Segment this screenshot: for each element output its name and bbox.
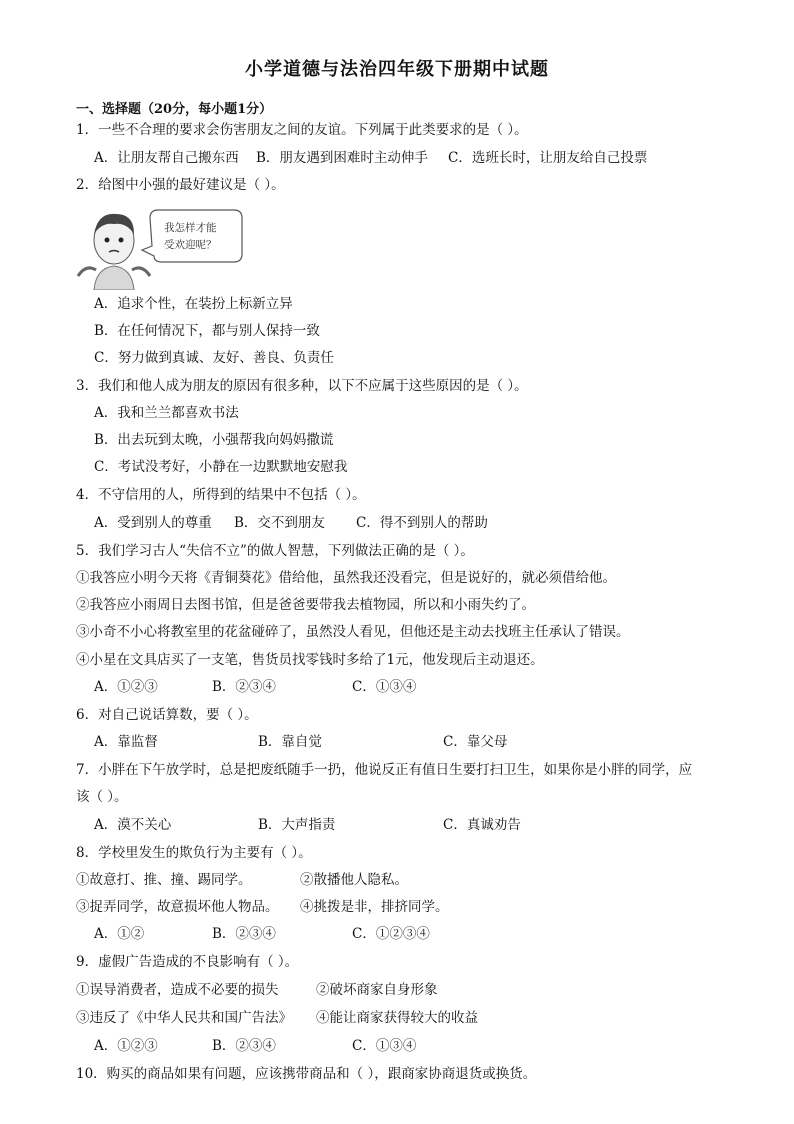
question-9-stem: 9．虚假广告造成的不良影响有（ ）。: [76, 954, 299, 970]
question-10-stem: 10．购买的商品如果有问题，应该携带商品和（ ），跟商家协商退货或换货。: [76, 1066, 537, 1082]
student-figure: [72, 206, 252, 290]
question-5-item-4: ④小星在文具店买了一支笔，售货员找零钱时多给了1元，他发现后主动退还。: [76, 652, 544, 668]
question-2-option-b: B．在任何情况下，都与别人保持一致: [94, 323, 320, 339]
section-heading: 一、选择题（20分，每小题1分）: [76, 102, 273, 117]
option-c: C．真诚劝告: [443, 817, 521, 833]
question-8-stem: 8．学校里发生的欺负行为主要有（ ）。: [76, 845, 312, 861]
option-a: A．①②: [94, 926, 145, 942]
question-6-stem: 6．对自己说话算数，要（ ）。: [76, 707, 258, 723]
question-8-items-row-1: [76, 870, 408, 890]
option-b: B．②③④: [212, 679, 276, 695]
option-c: C．①③④: [352, 679, 417, 695]
bubble-line-2: 受欢迎呢？: [164, 239, 217, 251]
option-b: B．朋友遇到困难时主动伸手: [256, 150, 428, 166]
question-3-option-c: C．考试没考好，小静在一边默默地安慰我: [94, 459, 348, 475]
option-c: C．选班长时，让朋友给自己投票: [448, 150, 648, 166]
question-3-option-a: A．我和兰兰都喜欢书法: [94, 405, 239, 421]
question-5-options: [94, 677, 416, 697]
question-3-option-b: B．出去玩到太晚，小强帮我向妈妈撒谎: [94, 432, 334, 448]
option-b: B．靠自觉: [258, 734, 322, 750]
option-a: A．①②③: [94, 1038, 158, 1054]
option-c: C．靠父母: [443, 734, 508, 750]
question-9-item-3: ③违反了《中华人民共和国广告法》: [76, 1010, 292, 1026]
question-7-options: [94, 815, 521, 835]
question-8-options: [94, 924, 430, 944]
question-7-stem-line-1: 7．小胖在下午放学时，总是把废纸随手一扔，他说反正有值日生要打扫卫生，如果你是小胖的同学，应: [76, 762, 693, 778]
question-9-item-2: ②破坏商家自身形象: [316, 982, 438, 998]
question-8-items-row-2: [76, 897, 449, 917]
option-c: C．①③④: [352, 1038, 417, 1054]
question-2-option-c: C．努力做到真诚、友好、善良、负责任: [94, 350, 334, 366]
question-9-items-row-2: [76, 1008, 478, 1028]
question-5-item-2: ②我答应小雨周日去图书馆，但是爸爸要带我去植物园，所以和小雨失约了。: [76, 597, 535, 613]
question-7-stem-line-2: 该（ ）。: [76, 789, 128, 805]
option-c: C．①②③④: [352, 926, 430, 942]
question-1-stem: 1．一些不合理的要求会伤害朋友之间的友谊。下列属于此类要求的是（ ）。: [76, 122, 528, 138]
option-a: A．让朋友帮自己搬东西: [94, 150, 239, 166]
question-8-item-4: ④挑拨是非，排挤同学。: [300, 899, 449, 915]
question-9-options: [94, 1036, 416, 1056]
option-a: A．①②③: [94, 679, 158, 695]
question-5-stem: 5．我们学习古人“失信不立”的做人智慧，下列做法正确的是（ ）。: [76, 543, 474, 559]
option-b: B．大声指责: [258, 817, 336, 833]
question-9-item-1: ①误导消费者，造成不必要的损失: [76, 982, 279, 998]
question-6-options: [94, 732, 507, 752]
boy-cartoon-icon: [72, 206, 252, 290]
question-9-item-4: ④能让商家获得较大的收益: [316, 1010, 478, 1026]
question-3-stem: 3．我们和他人成为朋友的原因有很多种，以下不应属于这些原因的是（ ）。: [76, 378, 528, 394]
option-b: B．②③④: [212, 926, 276, 942]
question-5-item-1: ①我答应小明今天将《青铜葵花》借给他，虽然我还没看完，但是说好的，就必须借给他。: [76, 570, 616, 586]
question-8-item-3: ③捉弄同学，故意损坏他人物品。: [76, 899, 279, 915]
option-a: A．漠不关心: [94, 817, 172, 833]
question-4-options: [94, 513, 488, 533]
question-8-item-1: ①故意打、推、撞、踢同学。: [76, 872, 252, 888]
option-b: B．交不到朋友: [234, 515, 325, 531]
option-c: C．得不到别人的帮助: [356, 515, 488, 531]
option-a: A．受到别人的尊重: [94, 515, 212, 531]
page-title: 小学道德与法治四年级下册期中试题: [245, 59, 549, 80]
question-2-option-a: A．追求个性，在装扮上标新立异: [94, 296, 293, 312]
question-2-stem: 2．给图中小强的最好建议是（ ）。: [76, 177, 285, 193]
question-9-items-row-1: [76, 980, 438, 1000]
question-5-item-3: ③小奇不小心将教室里的花盆碰碎了，虽然没人看见，但他还是主动去找班主任承认了错误。: [76, 624, 630, 640]
question-4-stem: 4．不守信用的人，所得到的结果中不包括（ ）。: [76, 487, 366, 503]
question-1-options: [94, 148, 647, 168]
bubble-line-1: 我怎样才能: [164, 222, 217, 234]
option-b: B．②③④: [212, 1038, 276, 1054]
question-8-item-2: ②散播他人隐私。: [300, 872, 408, 888]
option-a: A．靠监督: [94, 734, 158, 750]
